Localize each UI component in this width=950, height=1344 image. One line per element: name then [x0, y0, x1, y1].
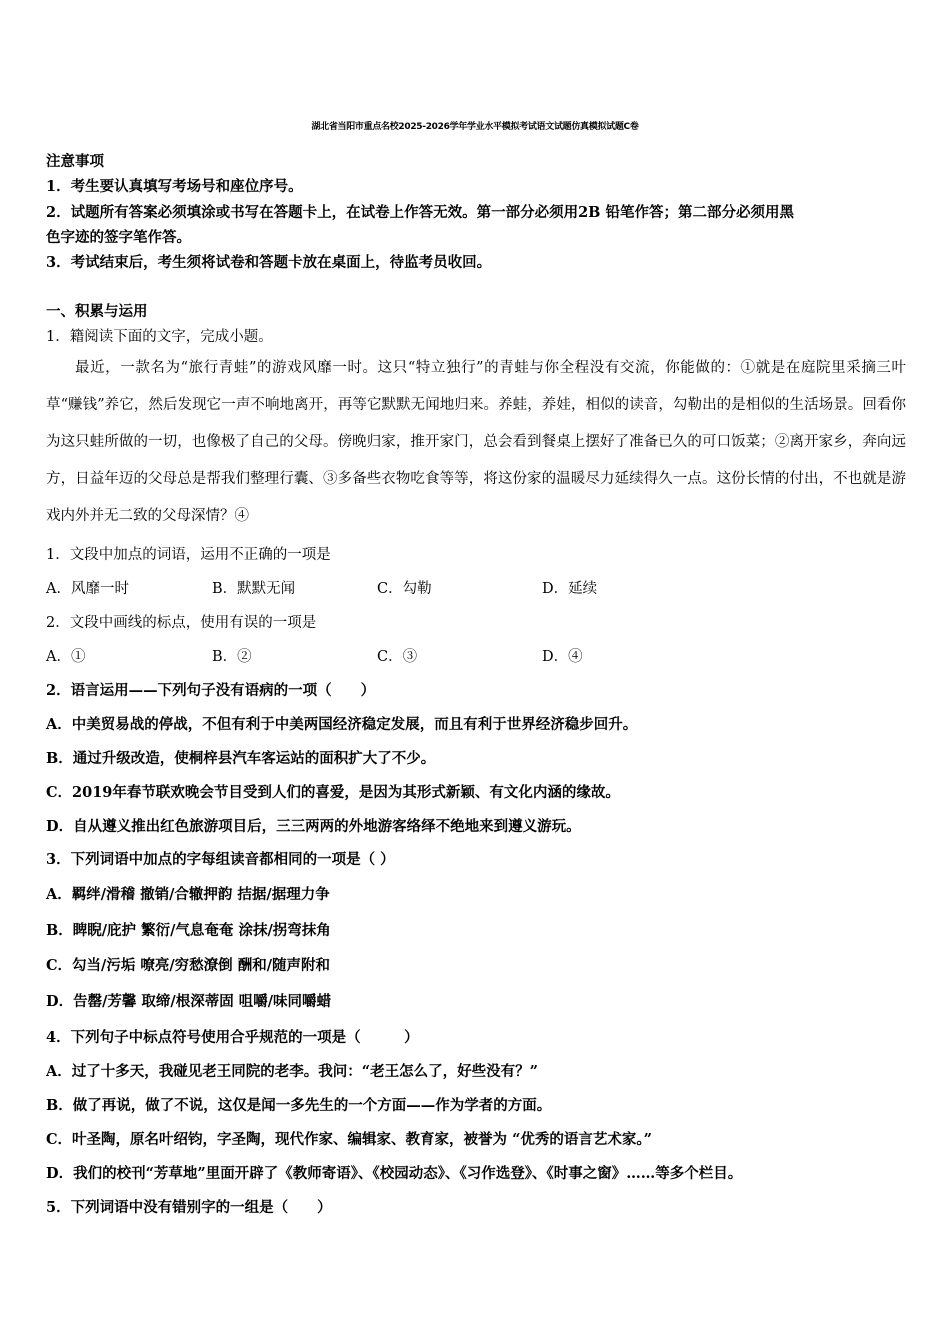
page-title: 湖北省当阳市重点名校2025-2026学年学业水平模拟考试语文试题仿真模拟试题C卷 — [311, 122, 639, 132]
notice-heading: 注意事项 — [46, 153, 104, 170]
q2-option-b: B．通过升级改造，使桐梓县汽车客运站的面积扩大了不少。 — [46, 750, 436, 767]
q4-option-d: D．我们的校刊“芳草地”里面开辟了《教师寄语》、《校园动态》、《习作选登》、《时事之窗》……等多个栏目。 — [46, 1165, 743, 1182]
q1-passage: 最近，一款名为“旅行青蛙”的游戏风靡一时。这只“特立独行”的青蛙与你全程没有交流，你能做的：①就是在庭院里采摘三叶草“赚钱”养它，然后发现它一声不响地离开，再等它默默无闻地归来。养蛙，养娃，相似的读音，勾勒出的是相似的生活场景。回看你为这只蛙所做的一切，也像极了自己的父母。傍晚归家，推开家门，总会看到餐桌上摆好了准备已久的可口饭菜；②离开家乡，奔向远方，日益年迈的父母总是帮我们整理行囊、③多备些衣物吃食等等，将这份家的温暖尽力延续得久一点。这份长情的付出，不也就是游戏内外并无二致的父母深情？④ — [46, 360, 906, 524]
section-heading: 一、积累与运用 — [46, 303, 148, 320]
q3-option-d: D．告罄/芳馨 取缔/根深蒂固 咀嚼/味同嚼蜡 — [46, 993, 332, 1010]
q4-option-c: C．叶圣陶，原名叶绍钧，字圣陶，现代作家、编辑家、教育家，被誉为 “优秀的语言艺术家。” — [46, 1131, 653, 1148]
notice-item-2a: 2．试题所有答案必须填涂或书写在答题卡上，在试卷上作答无效。第一部分必须用2B 铅笔作答；第二部分必须用黑 — [46, 204, 794, 221]
q1-sub1-option-b: B．默默无闻 — [212, 581, 296, 597]
q4-option-b: B．做了再说，做了不说，这仅是闻一多先生的一个方面——作为学者的方面。 — [46, 1097, 552, 1114]
q3-option-a: A．羁绊/滑稽 撤销/合辙押韵 拮据/据理力争 — [46, 886, 330, 903]
q1-sub1-option-d: D．延续 — [542, 581, 598, 597]
notice-item-3: 3．考试结束后，考生须将试卷和答题卡放在桌面上，待监考员收回。 — [46, 254, 492, 271]
q1-sub2-option-a: A．① — [46, 649, 86, 665]
q1-stem: 1．籍阅读下面的文字，完成小题。 — [46, 329, 273, 345]
q1-sub1-stem: 1．文段中加点的词语，运用不正确的一项是 — [46, 547, 331, 563]
q1-sub1-option-c: C．勾勒 — [377, 581, 432, 597]
q1-sub1-option-a: A．风靡一时 — [46, 581, 129, 597]
q4-option-a: A．过了十多天，我碰见老王同院的老李。我问：“老王怎么了，好些没有？” — [46, 1063, 538, 1080]
q2-option-a: A．中美贸易战的停战，不但有利于中美两国经济稳定发展，而且有利于世界经济稳步回升。 — [46, 716, 638, 733]
notice-item-1: 1．考生要认真填写考场号和座位序号。 — [46, 178, 303, 195]
q2-option-c: C．2019年春节联欢晚会节目受到人们的喜爱，是因为其形式新颖、有文化内涵的缘故。 — [46, 784, 620, 801]
q3-option-c: C．勾当/污垢 嘹亮/穷愁潦倒 酬和/随声附和 — [46, 957, 331, 974]
q1-sub2-option-b: B．② — [212, 649, 252, 665]
q3-stem: 3．下列词语中加点的字每组读音都相同的一项是（ ） — [46, 851, 395, 868]
notice-item-2b: 色字迹的签字笔作答。 — [46, 229, 191, 246]
q1-sub2-option-d: D．④ — [542, 649, 583, 665]
q2-stem: 2．语言运用——下列句子没有语病的一项（ ） — [46, 682, 376, 699]
q1-sub2-stem: 2．文段中画线的标点，使用有误的一项是 — [46, 615, 317, 631]
q2-option-d: D．自从遵义推出红色旅游项目后，三三两两的外地游客络绎不绝地来到遵义游玩。 — [46, 818, 581, 835]
q3-option-b: B．睥睨/庇护 繁衍/气息奄奄 涂抹/拐弯抹角 — [46, 922, 331, 939]
q5-stem: 5．下列词语中没有错别字的一组是（ ） — [46, 1199, 332, 1216]
q1-sub2-option-c: C．③ — [377, 649, 418, 665]
q4-stem: 4．下列句子中标点符号使用合乎规范的一项是（ ） — [46, 1029, 419, 1046]
